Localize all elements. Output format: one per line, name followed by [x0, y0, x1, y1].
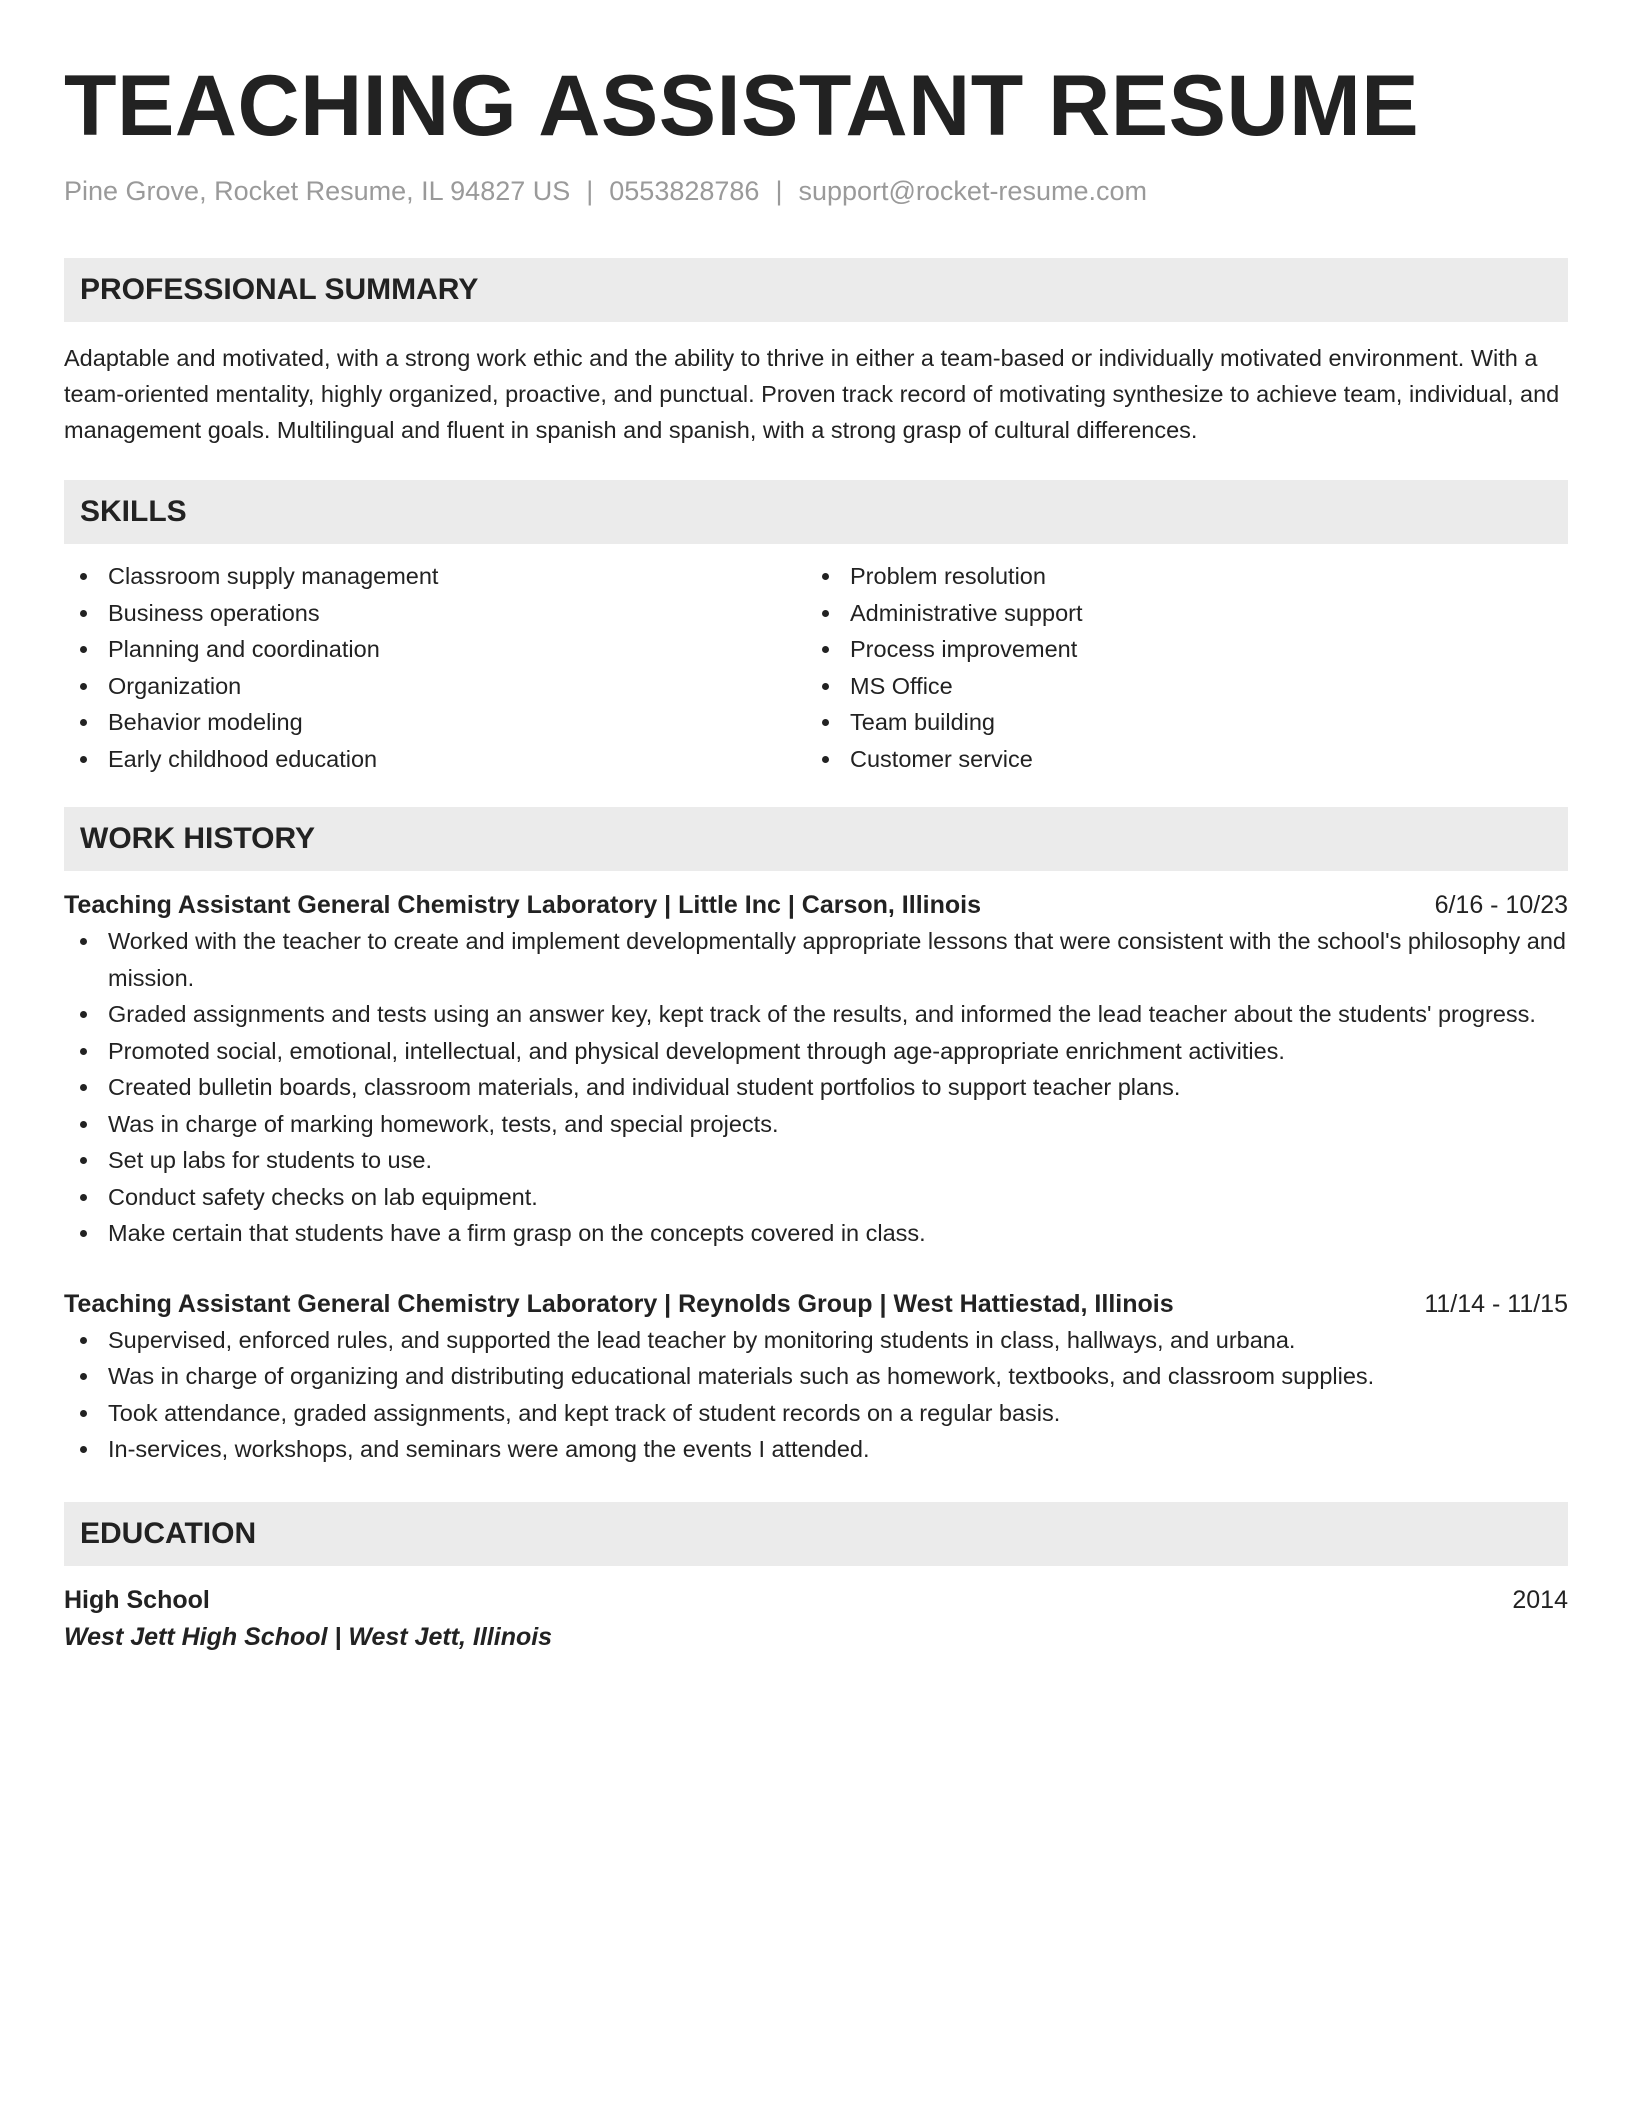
- skill-item: Early childhood education: [64, 741, 806, 778]
- skill-item: Classroom supply management: [64, 558, 806, 595]
- skill-item: Problem resolution: [806, 558, 1548, 595]
- section-heading-skills: SKILLS: [64, 480, 1568, 544]
- skill-item: Behavior modeling: [64, 704, 806, 741]
- job-bullet: In-services, workshops, and seminars were among the events I attended.: [64, 1431, 1568, 1468]
- job-bullet: Conduct safety checks on lab equipment.: [64, 1179, 1568, 1216]
- job-title: Teaching Assistant General Chemistry Laboratory | Little Inc | Carson, Illinois: [64, 891, 981, 919]
- skill-item: MS Office: [806, 668, 1548, 705]
- section-heading-education: EDUCATION: [64, 1502, 1568, 1566]
- job-bullet: Was in charge of marking homework, tests, and special projects.: [64, 1106, 1568, 1143]
- skill-item: Team building: [806, 704, 1548, 741]
- education-degree: High School: [64, 1585, 210, 1614]
- contact-email: support@rocket-resume.com: [798, 176, 1147, 206]
- job-header: [64, 887, 1568, 923]
- section-heading-work-history: WORK HISTORY: [64, 807, 1568, 871]
- summary-paragraph: Adaptable and motivated, with a strong work ethic and the ability to thrive in either a team-based or individually motivated environment. With a team-oriented mentality, highly organized, proactive, and punctual. Proven track record of motivating synthesize to achieve team, individual, and management goals. Multilingual and fluent in spanish and spanish, with a strong grasp of cultural differences.: [64, 345, 1560, 443]
- skill-item: Process improvement: [806, 631, 1548, 668]
- resume-page: [64, 0, 1568, 1656]
- skill-item: Planning and coordination: [64, 631, 806, 668]
- job-bullet: Graded assignments and tests using an answer key, kept track of the results, and informed the lead teacher about the students' progress.: [64, 996, 1568, 1033]
- job-entry: [64, 1286, 1568, 1468]
- contact-line: [64, 174, 1568, 208]
- job-dates: 11/14 - 11/15: [1424, 1289, 1568, 1318]
- education-school: West Jett High School | West Jett, Illinois: [64, 1622, 553, 1651]
- job-bullet: Was in charge of organizing and distributing educational materials such as homework, textbooks, and classroom supplies.: [64, 1358, 1568, 1395]
- contact-address: Pine Grove, Rocket Resume, IL 94827 US: [64, 176, 571, 206]
- job-bullet: Supervised, enforced rules, and supported the lead teacher by monitoring students in class, hallways, and urbana.: [64, 1322, 1568, 1359]
- education-year: 2014: [1512, 1585, 1568, 1614]
- job-bullet-list: [64, 1322, 1568, 1468]
- education-header: [64, 1582, 1568, 1618]
- resume-title: TEACHING ASSISTANT RESUME: [64, 58, 1420, 154]
- job-dates: 6/16 - 10/23: [1434, 891, 1568, 919]
- skills-column-left: [64, 558, 806, 777]
- job-bullet: Set up labs for students to use.: [64, 1142, 1568, 1179]
- skill-item: Administrative support: [806, 595, 1548, 632]
- job-bullet: Promoted social, emotional, intellectual, and physical development through age-appropriate enrichment activities.: [64, 1033, 1568, 1070]
- skill-item: Business operations: [64, 595, 806, 632]
- job-header: [64, 1286, 1568, 1322]
- job-entry: [64, 887, 1568, 1252]
- job-bullet: Make certain that students have a firm grasp on the concepts covered in class.: [64, 1215, 1568, 1252]
- skill-item: Customer service: [806, 741, 1548, 778]
- job-bullet: Worked with the teacher to create and implement developmentally appropriate lessons that were consistent with the school's philosophy and mission.: [64, 923, 1568, 996]
- contact-separator: |: [775, 176, 783, 206]
- skill-item: Organization: [64, 668, 806, 705]
- section-heading-summary: PROFESSIONAL SUMMARY: [64, 258, 1568, 322]
- skills-column-right: [806, 558, 1548, 777]
- job-bullet: Took attendance, graded assignments, and kept track of student records on a regular basis.: [64, 1395, 1568, 1432]
- job-bullet: Created bulletin boards, classroom materials, and individual student portfolios to support teacher plans.: [64, 1069, 1568, 1106]
- job-bullet-list: [64, 923, 1568, 1252]
- skills-list: [64, 558, 1568, 777]
- contact-phone: 0553828786: [609, 176, 760, 206]
- contact-separator: |: [586, 176, 594, 206]
- job-title: Teaching Assistant General Chemistry Laboratory | Reynolds Group | West Hattiestad, Illinois: [64, 1289, 1174, 1318]
